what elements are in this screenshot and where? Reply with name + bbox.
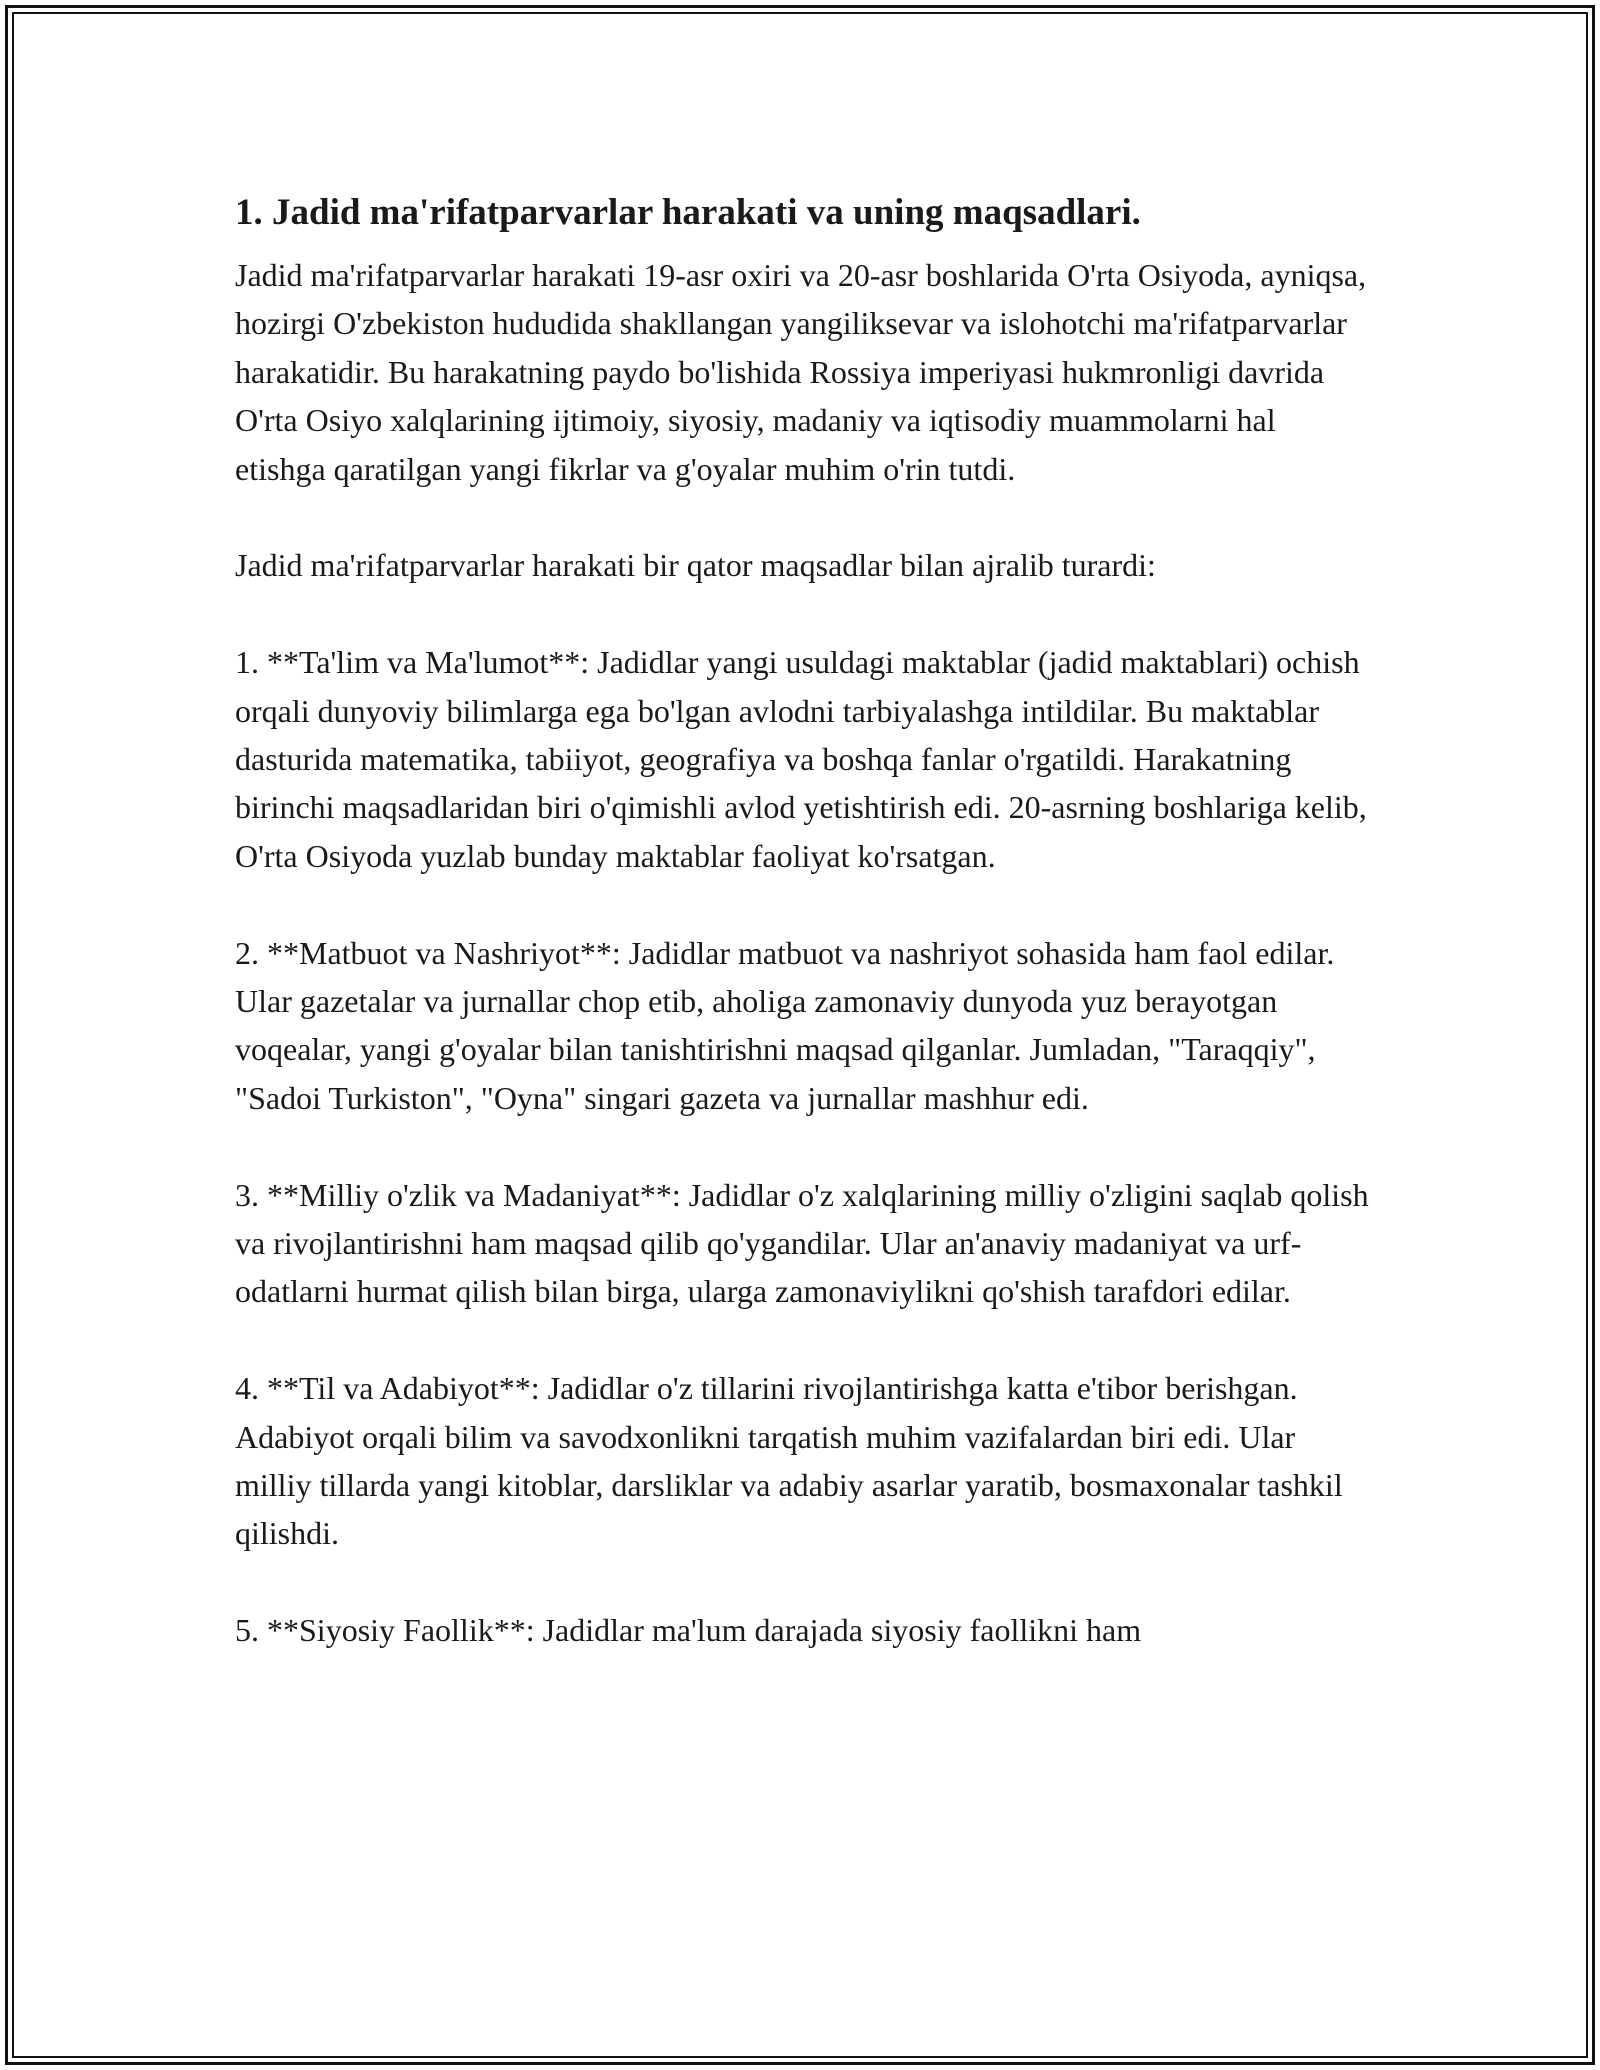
list-item-press: 2. **Matbuot va Nashriyot**: Jadidlar matbuot va nashriyot sohasida ham faol edilar. Ular gazetalar va jurnallar chop etib, aholiga zamonaviy dunyoda yuz berayotgan voqealar, yangi g'oyalar bilan tanishtirishni maqsad qilganlar. Jumladan, "Taraqqiy", "Sadoi Turkiston", "Oyna" singari gazeta va jurnallar mashhur edi.	[235, 934, 1335, 1116]
list-item-language-literature: 4. **Til va Adabiyot**: Jadidlar o'z tillarini rivojlantirishga katta e'tibor berishgan. Adabiyot orqali bilim va savodxonlikni tarqatish muhim vazifalardan biri edi. Ular milliy tillarda yangi kitoblar, darsliklar va adabiy asarlar yaratib, bosmaxonalar tashkil qilishdi.	[235, 1370, 1343, 1552]
list-item-education: 1. **Ta'lim va Ma'lumot**: Jadidlar yangi usuldagi maktablar (jadid maktablari) ochish orqali dunyoviy bilimlarga ega bo'lgan avlodni tarbiyalashga intildilar. Bu maktablar dasturida matematika, tabiiyot, geografiya va boshqa fanlar o'rgatildi. Harakatning birinchi maqsadlaridan biri o'qimishli avlod yetishtirish edi. 20-asrning boshlariga kelib, O'rta Osiyoda yuzlab bunday maktablar faoliyat ko'rsatgan.	[235, 644, 1367, 874]
list-item-political-activity: 5. **Siyosiy Faollik**: Jadidlar ma'lum darajada siyosiy faollikni ham	[235, 1612, 1142, 1649]
paragraph-goals-lead: Jadid ma'rifatparvarlar harakati bir qator maqsadlar bilan ajralib turardi:	[235, 547, 1156, 584]
list-item-national-identity: 3. **Milliy o'zlik va Madaniyat**: Jadidlar o'z xalqlarining milliy o'zligini saqlab qolish va rivojlantirishni ham maqsad qilib qo'ygandilar. Ular an'anaviy madaniyat va urf-odatlarni hurmat qilish bilan birga, ularga zamonaviylikni qo'shish tarafdori edilar.	[235, 1176, 1369, 1310]
document-body	[235, 185, 1370, 1655]
document-title: 1. Jadid ma'rifatparvarlar harakati va uning maqsadlari.	[235, 192, 1141, 233]
paragraph-intro: Jadid ma'rifatparvarlar harakati 19-asr oxiri va 20-asr boshlarida O'rta Osiyoda, ayniqsa, hozirgi O'zbekiston hududida shakllangan yangiliksevar va islohotchi ma'rifatparvarlar harakatidir. Bu harakatning paydo bo'lishida Rossiya imperiyasi hukmronligi davrida O'rta Osiyo xalqlarining ijtimoiy, siyosiy, madaniy va iqtisodiy muammolarni hal etishga qaratilgan yangi fikrlar va g'oyalar muhim o'rin tutdi.	[235, 257, 1367, 487]
